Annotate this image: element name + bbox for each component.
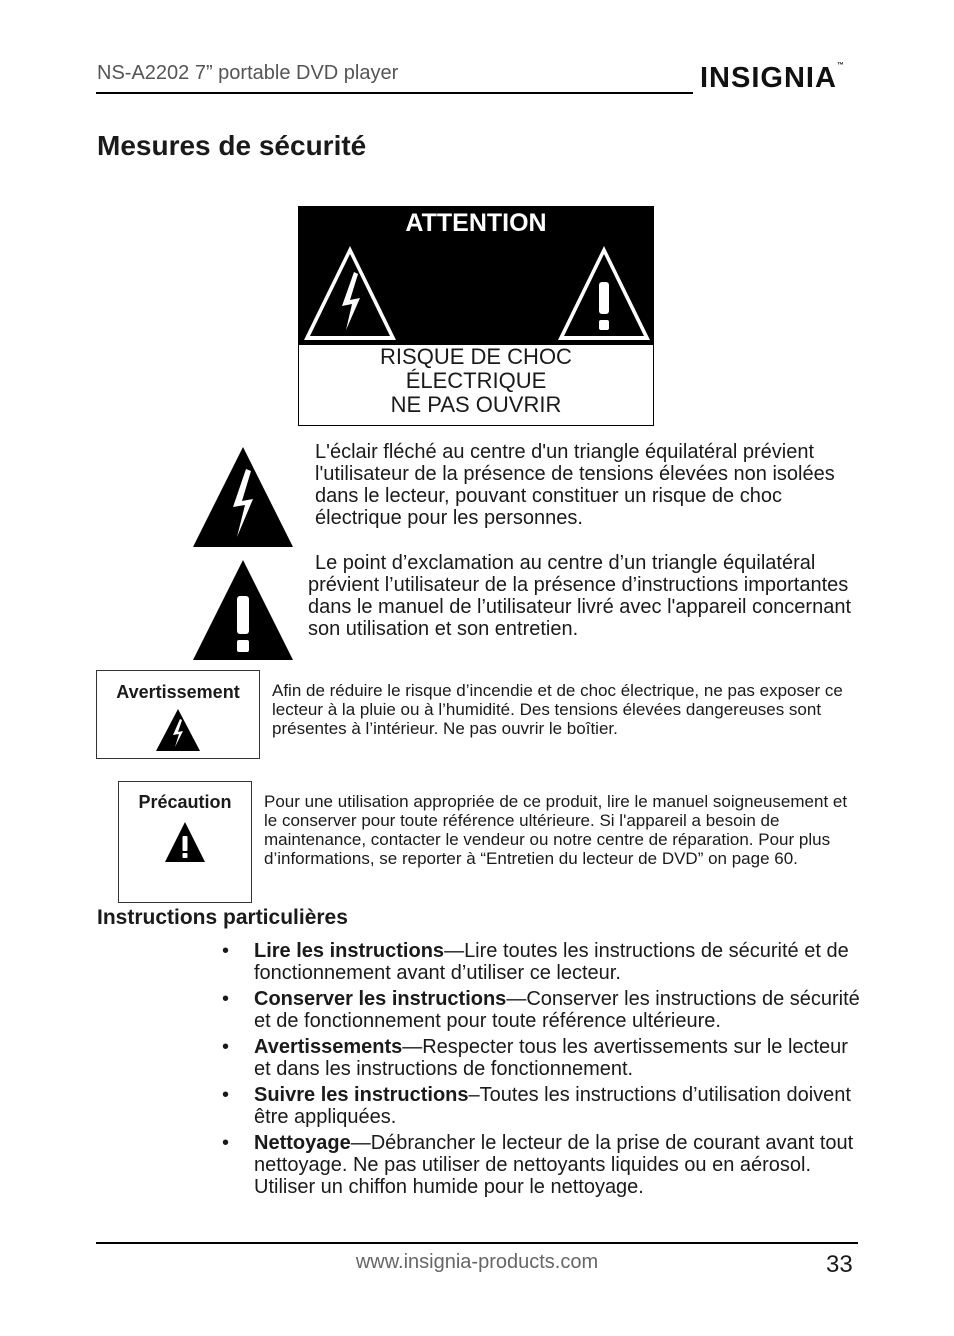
list-item xyxy=(222,940,862,984)
attention-text xyxy=(299,345,653,417)
attention-line: NE PAS OUVRIR xyxy=(390,392,562,417)
list-item-text: —Débrancher le lecteur de la prise de courant avant tout nettoyage. Ne pas utiliser de nettoyants liquides ou en aérosol. Utiliser un chiffon humide pour le nettoyage. xyxy=(254,1132,854,1198)
exclamation-triangle-icon xyxy=(556,244,652,342)
exclamation-triangle-icon xyxy=(193,560,293,660)
bullet-icon: • xyxy=(222,1036,230,1058)
list-item-title: Suivre les instructions xyxy=(254,1084,469,1106)
lightning-triangle-icon xyxy=(156,709,200,751)
list-item xyxy=(222,1084,862,1128)
attention-box xyxy=(298,206,654,426)
bullet-icon: • xyxy=(222,988,230,1010)
bullet-icon: • xyxy=(222,1084,230,1106)
list-item xyxy=(222,988,862,1032)
exclamation-symbol-text: Le point d’exclamation au centre d’un triangle équilatéral prévient l’utilisateur de la présence d’instructions importantes dans le manuel de l’utilisateur livré avec l'appareil concernant son utilisation et son entretien. xyxy=(308,552,852,640)
bullet-icon: • xyxy=(222,1132,230,1154)
brand-logo xyxy=(700,62,845,95)
lightning-triangle-icon xyxy=(302,244,398,342)
attention-heading: ATTENTION xyxy=(299,207,653,239)
brand-trademark: ™ xyxy=(836,62,845,69)
footer-rule xyxy=(96,1242,858,1244)
header-rule xyxy=(96,92,693,94)
instructions-list xyxy=(222,940,862,1202)
list-item-title: Avertissements xyxy=(254,1036,403,1058)
list-item-text: —Lire toutes les instructions de sécurité et de fonctionnement avant d’utiliser ce lecteur. xyxy=(254,940,849,984)
caution-box xyxy=(118,781,252,903)
list-item-text: —Conserver les instructions de sécurité et de fonctionnement pour toute référence ultérieure. xyxy=(254,988,860,1032)
brand-name: INSIGNIA xyxy=(700,62,837,94)
caution-text: Pour une utilisation appropriée de ce produit, lire le manuel soigneusement et le conserver pour toute référence ultérieure. Si l'appareil a besoin de maintenance, contacter le vendeur ou notre centre de réparation. Pour plus d’informations, se reporter à “Entretien du lecteur de DVD” on page 60. xyxy=(264,792,848,868)
attention-line: RISQUE DE CHOC xyxy=(380,344,572,369)
page-title: Mesures de sécurité xyxy=(97,130,367,161)
page-number: 33 xyxy=(826,1251,853,1278)
caution-label: Précaution xyxy=(138,792,232,812)
lightning-symbol-text: L'éclair fléché au centre d'un triangle équilatéral prévient l'utilisateur de la présence de tensions élevées non isolées dans le lecteur, pouvant constituer un risque de choc électrique pour les personnes. xyxy=(315,441,835,529)
list-item xyxy=(222,1132,862,1198)
attention-symbols xyxy=(299,239,653,345)
exclamation-triangle-icon xyxy=(165,822,205,862)
warning-box xyxy=(96,670,260,759)
list-item xyxy=(222,1036,862,1080)
bullet-icon: • xyxy=(222,940,230,962)
list-item-title: Lire les instructions xyxy=(254,940,445,962)
list-item-title: Conserver les instructions xyxy=(254,988,507,1010)
list-item-text: —Respecter tous les avertissements sur le lecteur et dans les instructions de fonctionnement. xyxy=(254,1036,848,1080)
attention-line: ÉLECTRIQUE xyxy=(405,368,547,393)
lightning-triangle-icon xyxy=(193,447,293,547)
list-item-text: –Toutes les instructions d’utilisation doivent être appliquées. xyxy=(254,1084,851,1128)
document-header-title: NS-A2202 7” portable DVD player xyxy=(97,62,399,84)
list-item-title: Nettoyage xyxy=(254,1132,351,1154)
section-title: Instructions particulières xyxy=(97,906,348,929)
warning-text: Afin de réduire le risque d’incendie et de choc électrique, ne pas exposer ce lecteur à la pluie ou à l’humidité. Des tensions élevées dangereuses sont présentes à l’intérieur. Ne pas ouvrir le boîtier. xyxy=(272,681,843,738)
footer-url: www.insignia-products.com xyxy=(355,1251,599,1273)
warning-label: Avertissement xyxy=(116,682,240,702)
